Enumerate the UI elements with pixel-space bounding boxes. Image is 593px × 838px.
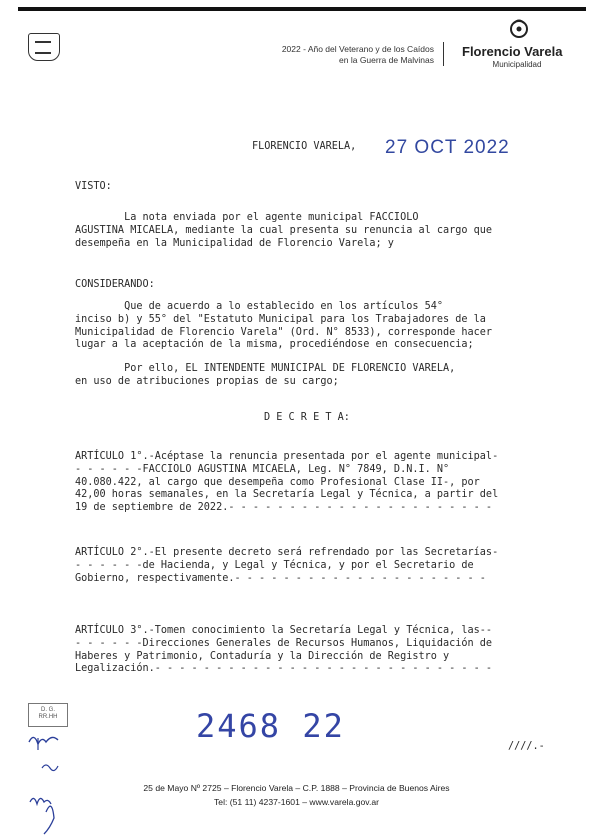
considerando-line: Que de acuerdo a lo establecido en los artículos 54° [75,301,444,312]
rrhh-stamp-line1: D. G. [40,707,55,713]
year-motto-line1: 2022 - Año del Veterano y de los Caídos [281,44,434,54]
articulo-1-line: 42,00 horas semanales, en la Secretaría Legal y Técnica, a partir del [75,489,499,501]
visto-line: La nota enviada por el agente municipal FACCIOLO [75,212,419,223]
articulo-2-line: Gobierno, respectivamente.- - - - - - - - - - - - - - - - - - - - - [75,572,486,584]
rrhh-stamp-box [28,703,68,727]
considerando-line: Municipalidad de Florencio Varela" (Ord. N° 8533), corresponde hacer [75,326,493,338]
top-border-bar [18,7,586,11]
por-ello-paragraph [75,363,455,389]
footer-contact: Tel: (51 11) 4237-1601 – www.varela.gov.ar [214,797,379,807]
articulo-2-line: ARTÍCULO 2°.-El presente decreto será refrendado por las Secretarías- [75,547,499,558]
articulo-3-line: ARTÍCULO 3°.-Tomen conocimiento la Secretaría Legal y Técnica, las-- [75,625,493,636]
footer-address: 25 de Mayo Nº 2725 – Florencio Varela – C.P. 1888 – Provincia de Buenos Aires [143,783,450,793]
articulo-1 [75,451,498,515]
year-motto-line2: en la Guerra de Malvinas [339,55,434,65]
articulo-1-line: - - - - - -FACCIOLO AGUSTINA MICAELA, Leg. N° 7849, D.N.I. N° [75,463,450,475]
considerando-paragraph [75,301,492,352]
por-ello-line: Por ello, EL INTENDENTE MUNICIPAL DE FLORENCIO VARELA, [75,363,456,374]
considerando-heading: CONSIDERANDO: [75,279,155,290]
municipal-crest-icon [28,33,60,61]
articulo-3-line: Legalización.- - - - - - - - - - - - - - - - - - - - - - - - - - - - [75,663,493,675]
articulo-1-line: ARTÍCULO 1°.-Acéptase la renuncia presentada por el agente municipal- [75,451,499,462]
considerando-line: lugar a la aceptación de la misma, procediéndose en consecuencia; [75,339,474,351]
logo-name: Florencio Varela [462,44,563,59]
visto-line: desempeña en la Municipalidad de Florencio Varela; y [75,237,394,249]
rrhh-stamp-line2: RR.HH [38,714,58,720]
por-ello-line: en uso de atribuciones propias de su cargo; [75,375,339,387]
year-motto [206,44,434,66]
articulo-2 [75,547,498,585]
articulo-2-line: - - - - - -de Hacienda, y Legal y Técnica, y por el Secretario de [75,559,474,571]
logo-subtitle: Municipalidad [492,60,542,69]
decree-number-stamp: 2468 22 [196,707,345,745]
articulo-3-line: - - - - - -Direcciones Generales de Recursos Humanos, Liquidación de [75,637,493,649]
continuation-mark: ////.- [508,741,545,752]
articulo-3-line: Haberes y Patrimonio, Contaduría y la Dirección de Registro y [75,650,450,662]
place-line: FLORENCIO VARELA, [252,141,357,152]
header-divider [443,42,444,66]
date-stamp: 27 OCT 2022 [385,137,510,158]
decreta-heading: D E C R E T A: [264,412,350,423]
visto-line: AGUSTINA MICAELA, mediante la cual presenta su renuncia al cargo que [75,224,493,236]
articulo-1-line: 19 de septiembre de 2022.- - - - - - - - - - - - - - - - - - - - - - [75,502,493,514]
articulo-3 [75,625,492,676]
florencio-varela-logo-icon [508,17,530,39]
considerando-line: inciso b) y 55° del "Estatuto Municipal para los Trabajadores de la [75,313,486,325]
visto-heading: VISTO: [75,181,112,192]
visto-paragraph [75,212,492,250]
articulo-1-line: 40.080.422, al cargo que desempeña como Profesional Clase II-, por [75,476,480,488]
